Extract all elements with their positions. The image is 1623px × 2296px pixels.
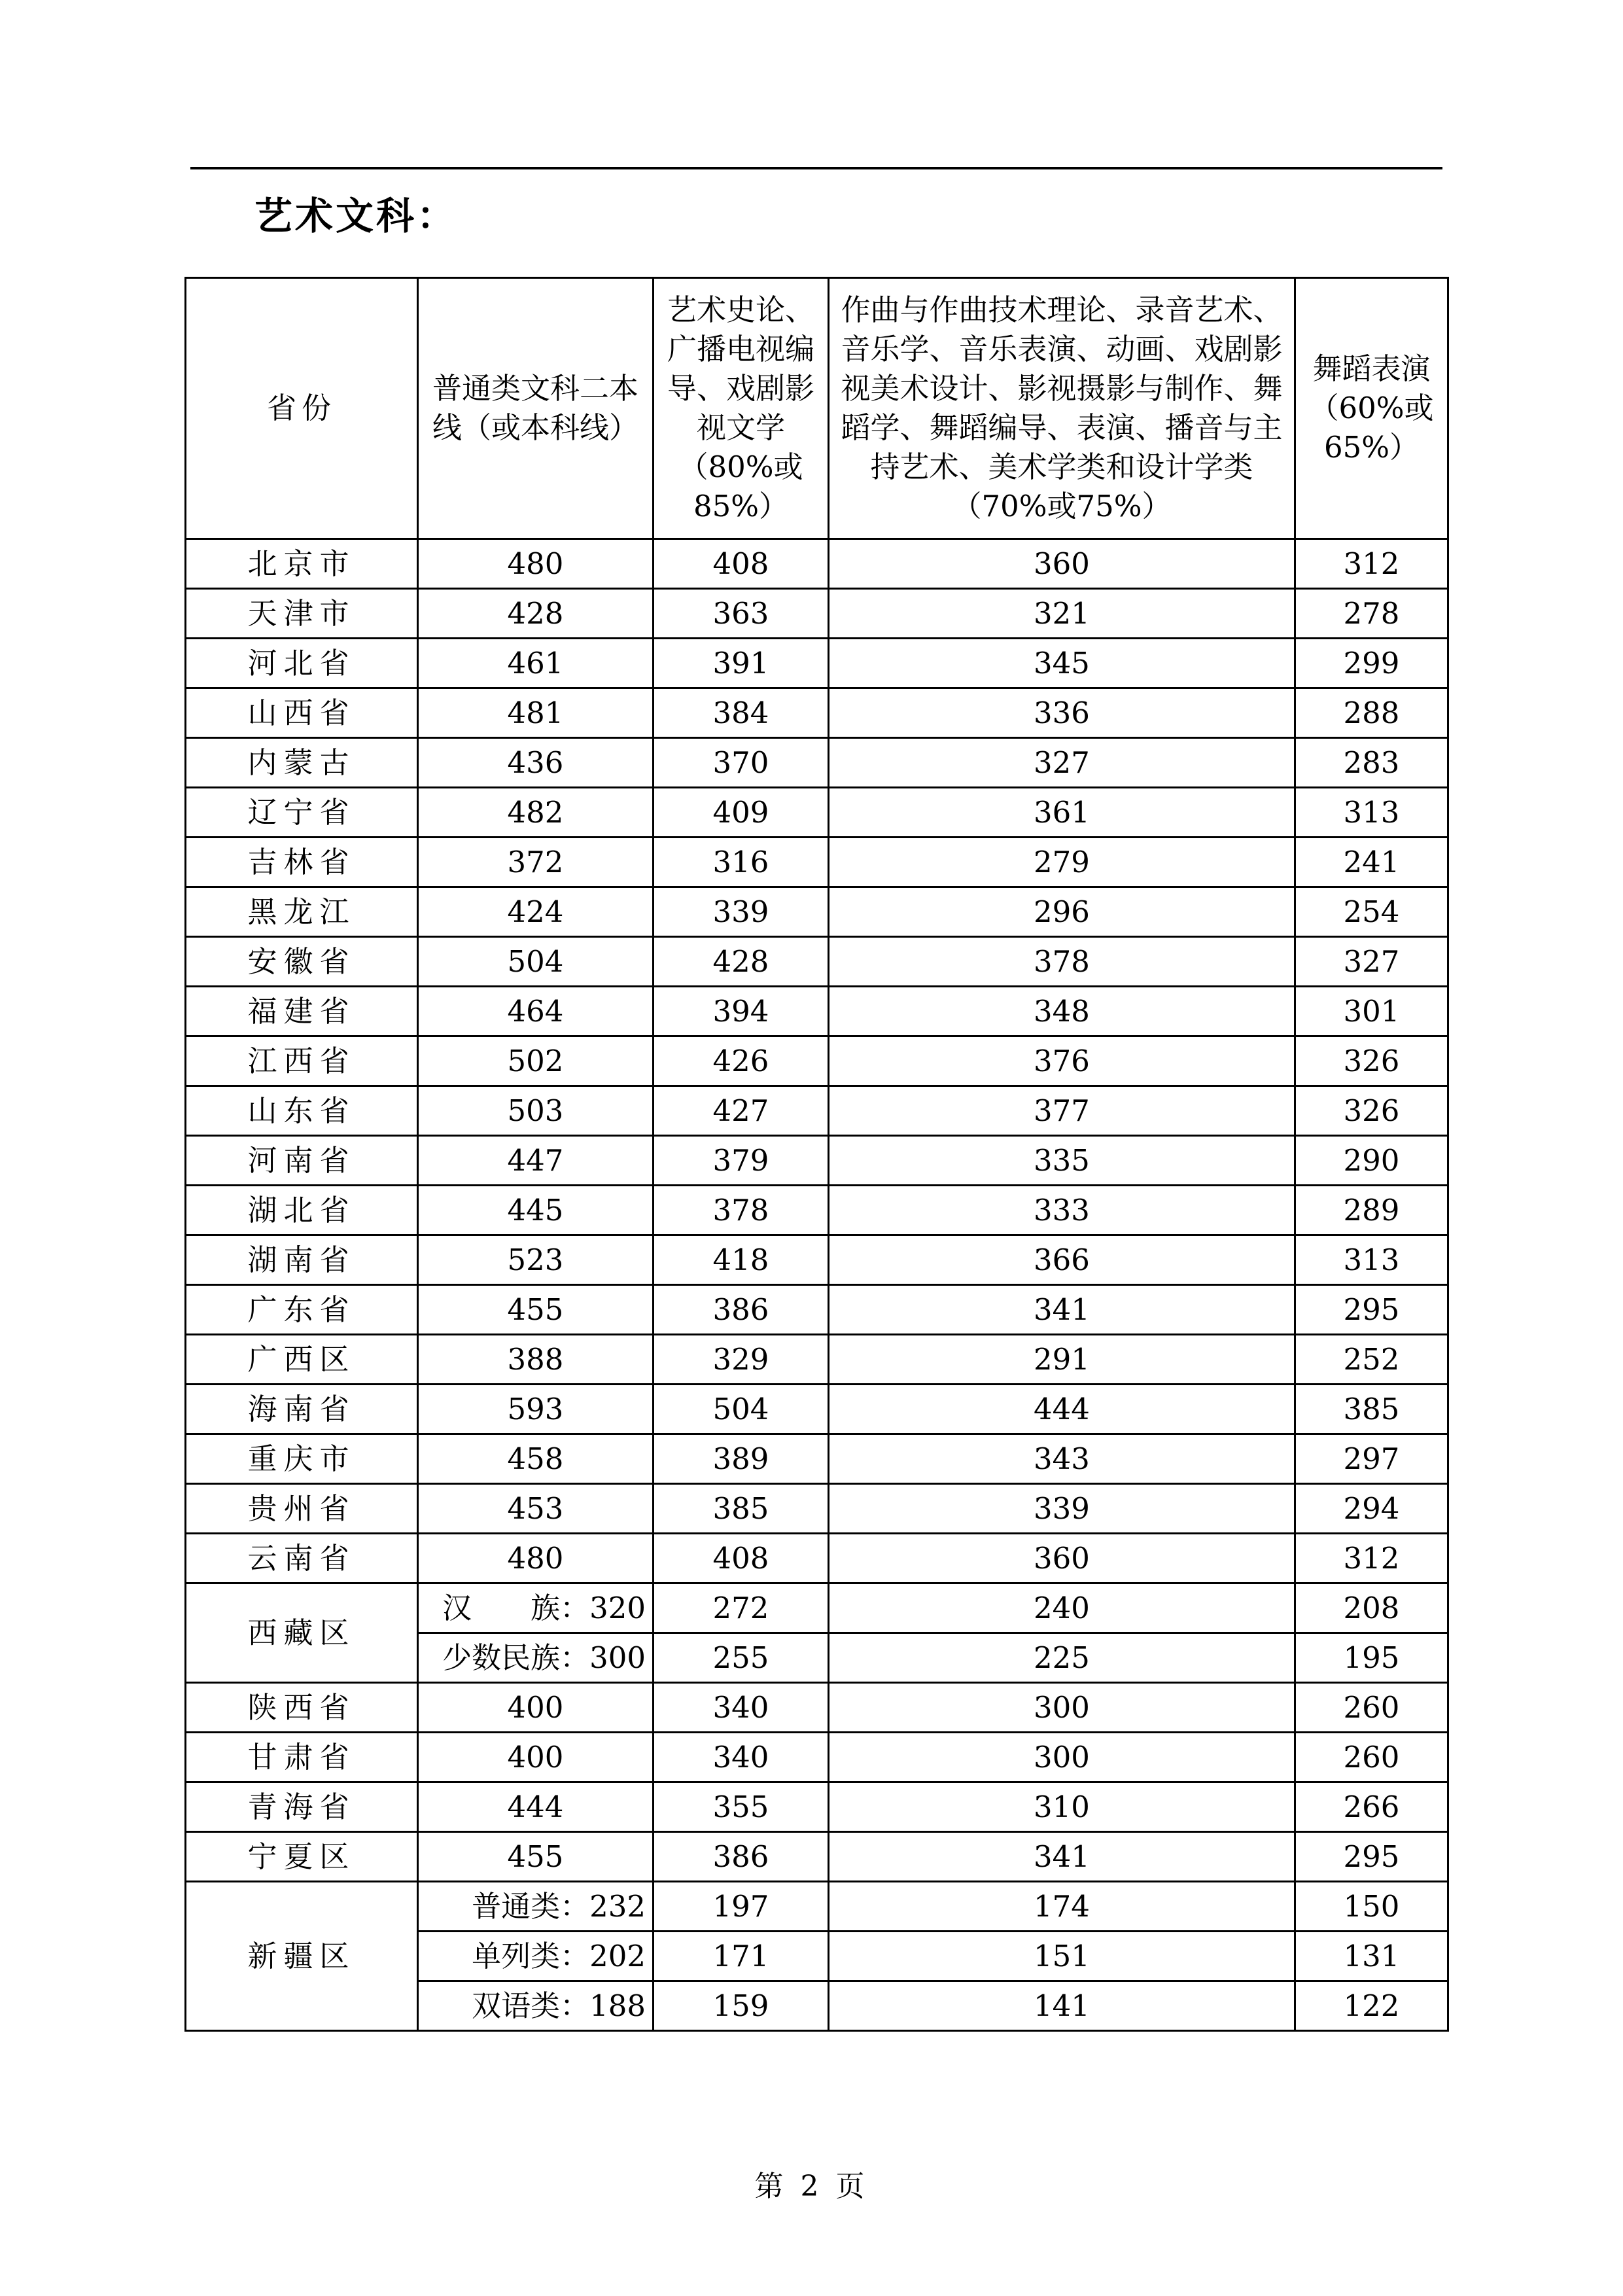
art-theory-cell: 159 <box>654 1981 829 2031</box>
baseline-cell: 400 <box>418 1683 654 1733</box>
table-row <box>186 1733 1448 1782</box>
art-theory-cell: 378 <box>654 1186 829 1235</box>
province-cell: 山东省 <box>186 1086 418 1136</box>
dance-performance-cell: 313 <box>1295 788 1448 838</box>
baseline-cell: 436 <box>418 738 654 788</box>
score-table <box>184 277 1449 2032</box>
baseline-cell: 461 <box>418 639 654 688</box>
dance-performance-cell: 260 <box>1295 1733 1448 1782</box>
art-theory-cell: 409 <box>654 788 829 838</box>
table-row <box>186 1036 1448 1086</box>
baseline-cell: 汉 族：320 <box>418 1583 654 1633</box>
dance-performance-cell: 252 <box>1295 1335 1448 1385</box>
music-art-design-cell: 345 <box>829 639 1295 688</box>
art-theory-cell: 386 <box>654 1285 829 1335</box>
dance-performance-cell: 295 <box>1295 1832 1448 1882</box>
music-art-design-cell: 339 <box>829 1484 1295 1534</box>
header-rule <box>190 167 1442 169</box>
art-theory-cell: 408 <box>654 539 829 589</box>
province-cell: 福建省 <box>186 987 418 1036</box>
music-art-design-cell: 348 <box>829 987 1295 1036</box>
art-theory-cell: 339 <box>654 887 829 937</box>
baseline-cell: 445 <box>418 1186 654 1235</box>
table-row <box>186 1186 1448 1235</box>
dance-performance-cell: 312 <box>1295 1534 1448 1583</box>
baseline-cell: 458 <box>418 1434 654 1484</box>
dance-performance-cell: 266 <box>1295 1782 1448 1832</box>
table-header-row <box>186 278 1448 539</box>
dance-performance-cell: 290 <box>1295 1136 1448 1186</box>
music-art-design-cell: 321 <box>829 589 1295 639</box>
art-theory-cell: 385 <box>654 1484 829 1534</box>
baseline-cell: 444 <box>418 1782 654 1832</box>
dance-performance-cell: 288 <box>1295 688 1448 738</box>
music-art-design-cell: 333 <box>829 1186 1295 1235</box>
music-art-design-cell: 336 <box>829 688 1295 738</box>
dance-performance-cell: 195 <box>1295 1633 1448 1683</box>
baseline-cell: 400 <box>418 1733 654 1782</box>
baseline-cell: 普通类：232 <box>418 1882 654 1932</box>
province-cell: 宁夏区 <box>186 1832 418 1882</box>
province-cell: 安徽省 <box>186 937 418 987</box>
art-theory-cell: 389 <box>654 1434 829 1484</box>
baseline-cell: 503 <box>418 1086 654 1136</box>
table-row <box>186 738 1448 788</box>
art-theory-cell: 197 <box>654 1882 829 1932</box>
table-row <box>186 1086 1448 1136</box>
header-baseline: 普通类文科二本线（或本科线） <box>418 278 654 539</box>
province-cell: 湖北省 <box>186 1186 418 1235</box>
dance-performance-cell: 297 <box>1295 1434 1448 1484</box>
music-art-design-cell: 291 <box>829 1335 1295 1385</box>
dance-performance-cell: 301 <box>1295 987 1448 1036</box>
music-art-design-cell: 444 <box>829 1385 1295 1434</box>
music-art-design-cell: 366 <box>829 1235 1295 1285</box>
art-theory-cell: 426 <box>654 1036 829 1086</box>
province-cell: 辽宁省 <box>186 788 418 838</box>
province-cell: 内蒙古 <box>186 738 418 788</box>
table-row <box>186 688 1448 738</box>
province-cell: 广东省 <box>186 1285 418 1335</box>
baseline-cell: 593 <box>418 1385 654 1434</box>
baseline-cell: 480 <box>418 539 654 589</box>
art-theory-cell: 394 <box>654 987 829 1036</box>
dance-performance-cell: 326 <box>1295 1036 1448 1086</box>
music-art-design-cell: 151 <box>829 1932 1295 1981</box>
province-cell: 江西省 <box>186 1036 418 1086</box>
music-art-design-cell: 310 <box>829 1782 1295 1832</box>
baseline-cell: 455 <box>418 1832 654 1882</box>
art-theory-cell: 427 <box>654 1086 829 1136</box>
baseline-cell: 428 <box>418 589 654 639</box>
province-cell: 河南省 <box>186 1136 418 1186</box>
dance-performance-cell: 313 <box>1295 1235 1448 1285</box>
province-cell: 山西省 <box>186 688 418 738</box>
music-art-design-cell: 361 <box>829 788 1295 838</box>
dance-performance-cell: 385 <box>1295 1385 1448 1434</box>
header-music-art-design: 作曲与作曲技术理论、录音艺术、音乐学、音乐表演、动画、戏剧影视美术设计、影视摄影与制作、舞蹈学、舞蹈编导、表演、播音与主持艺术、美术学类和设计学类（70%或75%） <box>829 278 1295 539</box>
music-art-design-cell: 279 <box>829 838 1295 887</box>
art-theory-cell: 363 <box>654 589 829 639</box>
province-cell: 甘肃省 <box>186 1733 418 1782</box>
art-theory-cell: 428 <box>654 937 829 987</box>
dance-performance-cell: 241 <box>1295 838 1448 887</box>
art-theory-cell: 355 <box>654 1782 829 1832</box>
music-art-design-cell: 174 <box>829 1882 1295 1932</box>
music-art-design-cell: 327 <box>829 738 1295 788</box>
art-theory-cell: 370 <box>654 738 829 788</box>
dance-performance-cell: 260 <box>1295 1683 1448 1733</box>
baseline-cell: 少数民族：300 <box>418 1633 654 1683</box>
table-row <box>186 1583 1448 1633</box>
baseline-cell: 372 <box>418 838 654 887</box>
dance-performance-cell: 254 <box>1295 887 1448 937</box>
art-theory-cell: 340 <box>654 1733 829 1782</box>
baseline-cell: 388 <box>418 1335 654 1385</box>
baseline-cell: 523 <box>418 1235 654 1285</box>
art-theory-cell: 408 <box>654 1534 829 1583</box>
table-row <box>186 1136 1448 1186</box>
art-theory-cell: 329 <box>654 1335 829 1385</box>
art-theory-cell: 255 <box>654 1633 829 1683</box>
table-row <box>186 589 1448 639</box>
table-row <box>186 1484 1448 1534</box>
table-row <box>186 1534 1448 1583</box>
dance-performance-cell: 289 <box>1295 1186 1448 1235</box>
music-art-design-cell: 335 <box>829 1136 1295 1186</box>
baseline-cell: 455 <box>418 1285 654 1335</box>
music-art-design-cell: 360 <box>829 1534 1295 1583</box>
table-row <box>186 1683 1448 1733</box>
baseline-cell: 464 <box>418 987 654 1036</box>
province-cell: 云南省 <box>186 1534 418 1583</box>
dance-performance-cell: 294 <box>1295 1484 1448 1534</box>
province-cell: 贵州省 <box>186 1484 418 1534</box>
province-cell: 新疆区 <box>186 1882 418 2031</box>
dance-performance-cell: 150 <box>1295 1882 1448 1932</box>
art-theory-cell: 316 <box>654 838 829 887</box>
table-row <box>186 1882 1448 1932</box>
province-cell: 河北省 <box>186 639 418 688</box>
province-cell: 北京市 <box>186 539 418 589</box>
baseline-cell: 单列类：202 <box>418 1932 654 1981</box>
province-cell: 青海省 <box>186 1782 418 1832</box>
art-theory-cell: 379 <box>654 1136 829 1186</box>
province-cell: 吉林省 <box>186 838 418 887</box>
dance-performance-cell: 326 <box>1295 1086 1448 1136</box>
dance-performance-cell: 278 <box>1295 589 1448 639</box>
table-row <box>186 1235 1448 1285</box>
baseline-cell: 502 <box>418 1036 654 1086</box>
music-art-design-cell: 300 <box>829 1683 1295 1733</box>
baseline-cell: 447 <box>418 1136 654 1186</box>
music-art-design-cell: 341 <box>829 1832 1295 1882</box>
table-row <box>186 539 1448 589</box>
table-row <box>186 788 1448 838</box>
table-row <box>186 1832 1448 1882</box>
music-art-design-cell: 378 <box>829 937 1295 987</box>
music-art-design-cell: 240 <box>829 1583 1295 1633</box>
header-dance-performance: 舞蹈表演（60%或65%） <box>1295 278 1448 539</box>
art-theory-cell: 171 <box>654 1932 829 1981</box>
dance-performance-cell: 283 <box>1295 738 1448 788</box>
province-cell: 湖南省 <box>186 1235 418 1285</box>
music-art-design-cell: 377 <box>829 1086 1295 1136</box>
music-art-design-cell: 376 <box>829 1036 1295 1086</box>
table-row <box>186 1335 1448 1385</box>
music-art-design-cell: 296 <box>829 887 1295 937</box>
music-art-design-cell: 141 <box>829 1981 1295 2031</box>
province-cell: 陕西省 <box>186 1683 418 1733</box>
baseline-cell: 453 <box>418 1484 654 1534</box>
art-theory-cell: 272 <box>654 1583 829 1633</box>
page-number: 第 2 页 <box>754 2170 869 2203</box>
baseline-cell: 481 <box>418 688 654 738</box>
table-row <box>186 937 1448 987</box>
baseline-cell: 480 <box>418 1534 654 1583</box>
dance-performance-cell: 327 <box>1295 937 1448 987</box>
dance-performance-cell: 122 <box>1295 1981 1448 2031</box>
music-art-design-cell: 225 <box>829 1633 1295 1683</box>
art-theory-cell: 340 <box>654 1683 829 1733</box>
music-art-design-cell: 300 <box>829 1733 1295 1782</box>
music-art-design-cell: 341 <box>829 1285 1295 1335</box>
table-row <box>186 1782 1448 1832</box>
header-art-theory: 艺术史论、广播电视编导、戏剧影视文学（80%或85%） <box>654 278 829 539</box>
baseline-cell: 482 <box>418 788 654 838</box>
table-row <box>186 887 1448 937</box>
province-cell: 黑龙江 <box>186 887 418 937</box>
music-art-design-cell: 360 <box>829 539 1295 589</box>
baseline-cell: 504 <box>418 937 654 987</box>
dance-performance-cell: 295 <box>1295 1285 1448 1335</box>
table-row <box>186 838 1448 887</box>
province-cell: 海南省 <box>186 1385 418 1434</box>
music-art-design-cell: 343 <box>829 1434 1295 1484</box>
section-title: 艺术文科： <box>254 194 458 238</box>
dance-performance-cell: 208 <box>1295 1583 1448 1633</box>
province-cell: 天津市 <box>186 589 418 639</box>
table-row <box>186 987 1448 1036</box>
baseline-cell: 424 <box>418 887 654 937</box>
dance-performance-cell: 299 <box>1295 639 1448 688</box>
header-province: 省份 <box>186 278 418 539</box>
art-theory-cell: 384 <box>654 688 829 738</box>
art-theory-cell: 418 <box>654 1235 829 1285</box>
table-row <box>186 1385 1448 1434</box>
table-row <box>186 1285 1448 1335</box>
dance-performance-cell: 312 <box>1295 539 1448 589</box>
dance-performance-cell: 131 <box>1295 1932 1448 1981</box>
province-cell: 广西区 <box>186 1335 418 1385</box>
art-theory-cell: 386 <box>654 1832 829 1882</box>
art-theory-cell: 504 <box>654 1385 829 1434</box>
table-row <box>186 639 1448 688</box>
baseline-cell: 双语类：188 <box>418 1981 654 2031</box>
table-row <box>186 1434 1448 1484</box>
art-theory-cell: 391 <box>654 639 829 688</box>
province-cell: 西藏区 <box>186 1583 418 1683</box>
province-cell: 重庆市 <box>186 1434 418 1484</box>
